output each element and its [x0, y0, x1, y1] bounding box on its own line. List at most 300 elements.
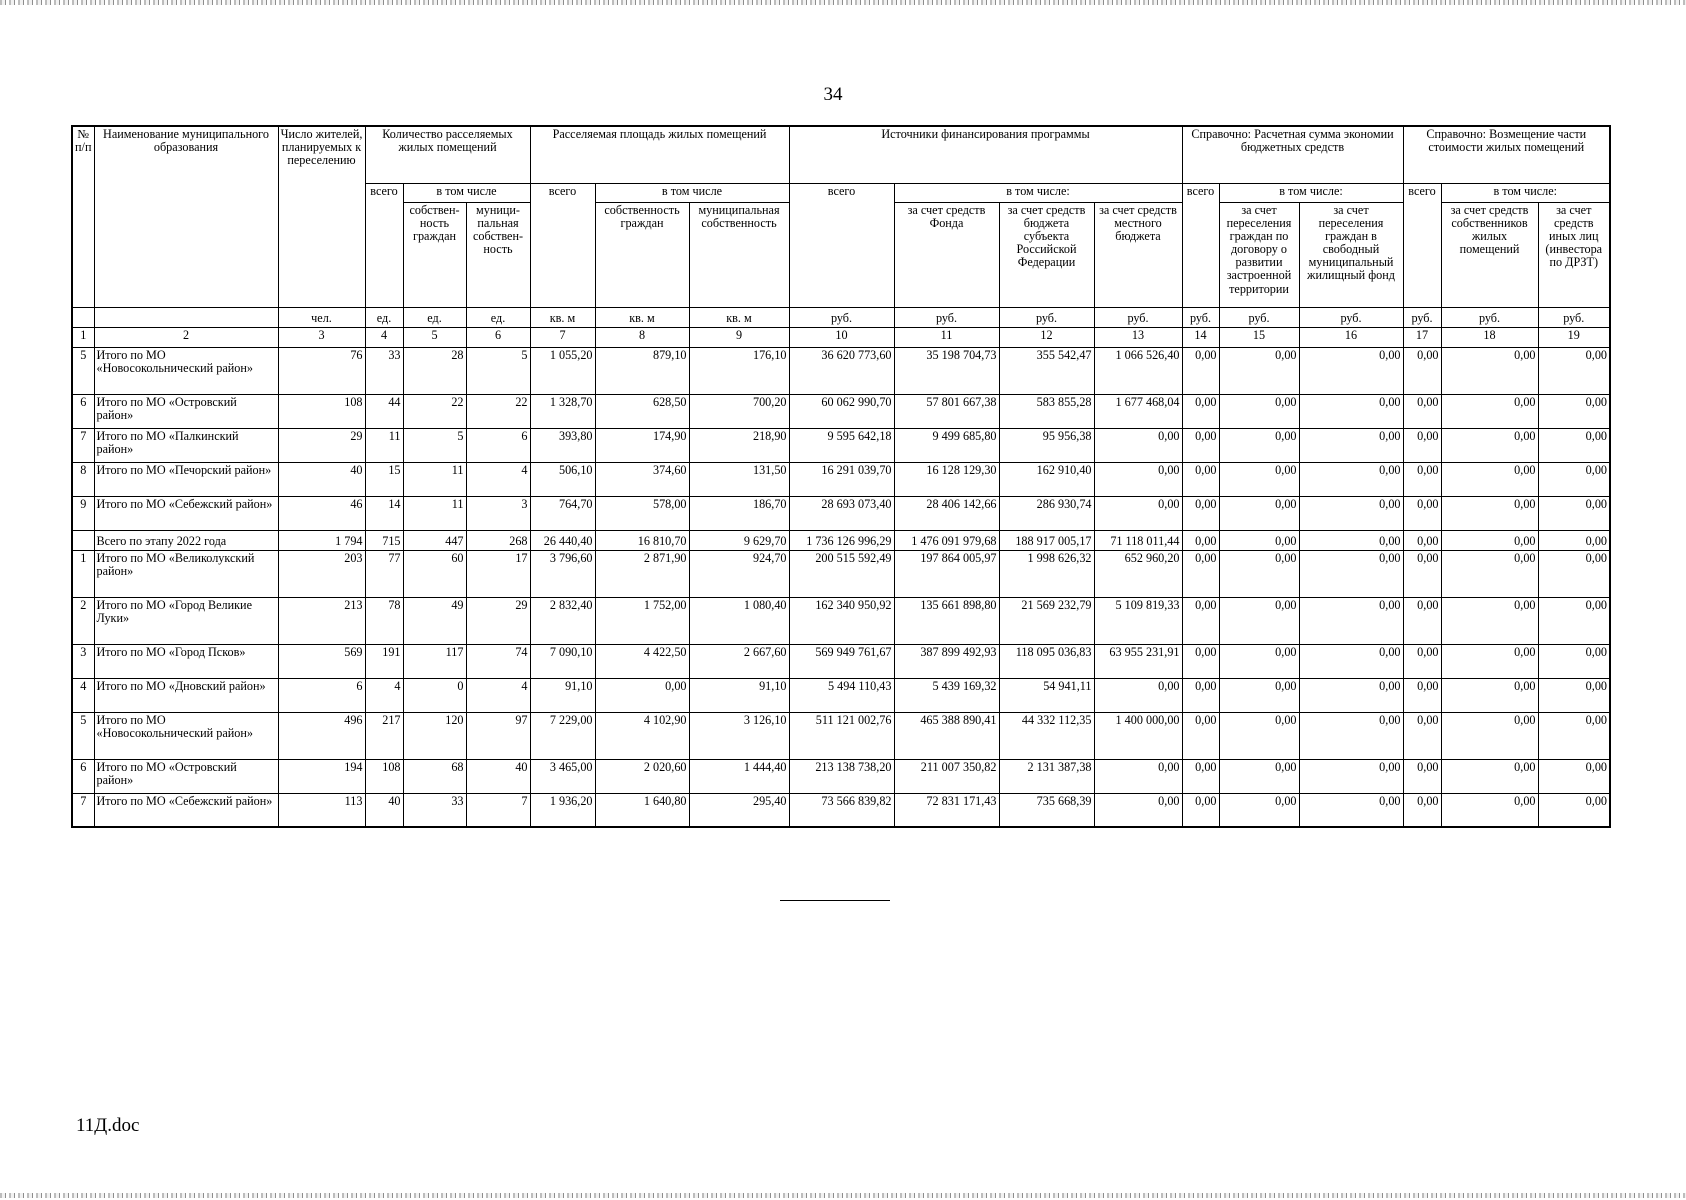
value-cell: 72 831 171,43 [894, 793, 999, 827]
table-row [72, 428, 1610, 462]
column-number-cell: 4 [365, 327, 403, 347]
municipality-name: Итого по МО «Себежский район» [94, 793, 278, 827]
value-cell: 77 [365, 550, 403, 597]
row-number: 2 [72, 597, 94, 644]
header-area-incl: в том числе [595, 183, 789, 202]
municipality-name: Итого по МО «Великолукский район» [94, 550, 278, 597]
value-cell: 120 [403, 712, 466, 759]
row-number: 1 [72, 550, 94, 597]
value-cell: 0,00 [1182, 712, 1219, 759]
value-cell: 91,10 [530, 678, 595, 712]
value-cell: 28 693 073,40 [789, 496, 894, 530]
value-cell: 191 [365, 644, 403, 678]
municipality-name: Итого по МО «Печорский район» [94, 462, 278, 496]
value-cell: 4 [466, 462, 530, 496]
value-cell: 0,00 [1182, 793, 1219, 827]
column-number-cell: 15 [1219, 327, 1299, 347]
value-cell: 14 [365, 496, 403, 530]
value-cell: 0,00 [1538, 496, 1610, 530]
unit-cell: руб. [894, 307, 999, 327]
table-row [72, 712, 1610, 759]
column-number-cell: 18 [1441, 327, 1538, 347]
header-fin-region: за счет средств бюджета субъекта Российской Федерации [999, 202, 1094, 307]
row-number: 4 [72, 678, 94, 712]
column-number-cell: 3 [278, 327, 365, 347]
value-cell: 213 [278, 597, 365, 644]
value-cell: 0,00 [1219, 550, 1299, 597]
municipality-name: Итого по МО «Новосокольнический район» [94, 712, 278, 759]
column-numbers-row [72, 327, 1610, 347]
value-cell: 1 752,00 [595, 597, 689, 644]
value-cell: 28 [403, 347, 466, 394]
value-cell: 2 871,90 [595, 550, 689, 597]
value-cell: 0,00 [1219, 793, 1299, 827]
header-area-total: всего [530, 183, 595, 307]
value-cell: 0,00 [1219, 678, 1299, 712]
value-cell: 0,00 [1094, 496, 1182, 530]
column-number-cell: 9 [689, 327, 789, 347]
value-cell: 0,00 [1441, 530, 1538, 550]
value-cell: 0,00 [1299, 793, 1403, 827]
header-area-private: собственность граждан [595, 202, 689, 307]
value-cell: 268 [466, 530, 530, 550]
value-cell: 5 439 169,32 [894, 678, 999, 712]
row-number: 9 [72, 496, 94, 530]
value-cell: 33 [403, 793, 466, 827]
value-cell: 0,00 [1182, 462, 1219, 496]
value-cell: 16 291 039,70 [789, 462, 894, 496]
value-cell: 0,00 [1094, 678, 1182, 712]
value-cell: 16 128 129,30 [894, 462, 999, 496]
row-number: 7 [72, 428, 94, 462]
value-cell: 29 [278, 428, 365, 462]
value-cell: 197 864 005,97 [894, 550, 999, 597]
municipality-name: Итого по МО «Себежский район» [94, 496, 278, 530]
value-cell: 0,00 [1182, 428, 1219, 462]
unit-cell: руб. [1538, 307, 1610, 327]
unit-cell: руб. [999, 307, 1094, 327]
value-cell: 1 640,80 [595, 793, 689, 827]
header-rooms-incl: в том числе [403, 183, 530, 202]
column-number-cell: 7 [530, 327, 595, 347]
value-cell: 0,00 [1538, 759, 1610, 793]
municipality-name: Итого по МО «Островский район» [94, 394, 278, 428]
column-number-cell: 14 [1182, 327, 1219, 347]
value-cell: 57 801 667,38 [894, 394, 999, 428]
row-number: 6 [72, 394, 94, 428]
value-cell: 652 960,20 [1094, 550, 1182, 597]
unit-cell [94, 307, 278, 327]
value-cell: 1 677 468,04 [1094, 394, 1182, 428]
header-fin-fund: за счет средств Фонда [894, 202, 999, 307]
resettlement-table [71, 125, 1611, 828]
value-cell: 0,00 [1219, 530, 1299, 550]
value-cell: 0,00 [1219, 462, 1299, 496]
column-number-cell: 11 [894, 327, 999, 347]
header-rooms-private: собствен-ность граждан [403, 202, 466, 307]
header-area-group: Расселяемая площадь жилых помещений [530, 126, 789, 183]
scan-edge-top [0, 0, 1686, 5]
value-cell: 0,00 [1182, 530, 1219, 550]
unit-cell: руб. [1182, 307, 1219, 327]
value-cell: 496 [278, 712, 365, 759]
value-cell: 218,90 [689, 428, 789, 462]
value-cell: 40 [278, 462, 365, 496]
page-number: 34 [823, 84, 843, 105]
column-number-cell: 17 [1403, 327, 1441, 347]
value-cell: 108 [278, 394, 365, 428]
unit-cell: руб. [1403, 307, 1441, 327]
header-area-municipal: муниципальная собственность [689, 202, 789, 307]
value-cell: 29 [466, 597, 530, 644]
table-row [72, 550, 1610, 597]
subtotal-row [72, 530, 1610, 550]
value-cell: 0,00 [1403, 793, 1441, 827]
value-cell: 1 328,70 [530, 394, 595, 428]
value-cell: 295,40 [689, 793, 789, 827]
value-cell: 511 121 002,76 [789, 712, 894, 759]
value-cell: 0,00 [1538, 550, 1610, 597]
value-cell: 2 131 387,38 [999, 759, 1094, 793]
header-comp-owners: за счет средств собственников жилых помещений [1441, 202, 1538, 307]
value-cell: 2 020,60 [595, 759, 689, 793]
value-cell: 0,00 [1441, 793, 1538, 827]
value-cell: 203 [278, 550, 365, 597]
value-cell: 4 [466, 678, 530, 712]
value-cell: 78 [365, 597, 403, 644]
value-cell: 0,00 [1441, 462, 1538, 496]
unit-cell: кв. м [689, 307, 789, 327]
value-cell: 60 062 990,70 [789, 394, 894, 428]
header-fin-total: всего [789, 183, 894, 307]
value-cell: 68 [403, 759, 466, 793]
value-cell: 0,00 [1403, 759, 1441, 793]
unit-cell: руб. [1441, 307, 1538, 327]
value-cell: 1 444,40 [689, 759, 789, 793]
value-cell: 355 542,47 [999, 347, 1094, 394]
header-rooms-total: всего [365, 183, 403, 307]
value-cell: 5 [403, 428, 466, 462]
value-cell: 0,00 [1441, 347, 1538, 394]
file-label: 11Д.doc [76, 1115, 140, 1136]
table-row [72, 678, 1610, 712]
value-cell: 0,00 [1219, 428, 1299, 462]
value-cell: 0,00 [1299, 347, 1403, 394]
value-cell: 4 [365, 678, 403, 712]
value-cell: 447 [403, 530, 466, 550]
table-row [72, 759, 1610, 793]
column-number-cell: 1 [72, 327, 94, 347]
value-cell: 186,70 [689, 496, 789, 530]
value-cell: 0,00 [1403, 530, 1441, 550]
value-cell: 3 [466, 496, 530, 530]
value-cell: 7 [466, 793, 530, 827]
unit-cell: руб. [1299, 307, 1403, 327]
column-number-cell: 5 [403, 327, 466, 347]
header-sav-total: всего [1182, 183, 1219, 307]
value-cell: 46 [278, 496, 365, 530]
value-cell: 924,70 [689, 550, 789, 597]
value-cell: 7 090,10 [530, 644, 595, 678]
value-cell: 0,00 [1182, 394, 1219, 428]
value-cell: 188 917 005,17 [999, 530, 1094, 550]
value-cell: 5 109 819,33 [1094, 597, 1182, 644]
value-cell: 194 [278, 759, 365, 793]
value-cell: 1 794 [278, 530, 365, 550]
column-number-cell: 8 [595, 327, 689, 347]
column-number-cell: 19 [1538, 327, 1610, 347]
value-cell: 0,00 [1219, 759, 1299, 793]
table-row [72, 597, 1610, 644]
row-number: 5 [72, 712, 94, 759]
value-cell: 73 566 839,82 [789, 793, 894, 827]
header-no: № п/п [72, 126, 94, 307]
value-cell: 0 [403, 678, 466, 712]
value-cell: 0,00 [1441, 678, 1538, 712]
value-cell: 0,00 [1182, 347, 1219, 394]
value-cell: 3 465,00 [530, 759, 595, 793]
table-row [72, 462, 1610, 496]
row-number: 5 [72, 347, 94, 394]
value-cell: 0,00 [1299, 678, 1403, 712]
value-cell: 0,00 [1441, 550, 1538, 597]
value-cell: 33 [365, 347, 403, 394]
value-cell: 628,50 [595, 394, 689, 428]
value-cell: 0,00 [1441, 712, 1538, 759]
value-cell: 95 956,38 [999, 428, 1094, 462]
row-number: 3 [72, 644, 94, 678]
separator-line [780, 900, 890, 901]
value-cell: 162 340 950,92 [789, 597, 894, 644]
value-cell: 91,10 [689, 678, 789, 712]
value-cell: 2 832,40 [530, 597, 595, 644]
value-cell: 1 936,20 [530, 793, 595, 827]
value-cell: 0,00 [1538, 597, 1610, 644]
value-cell: 0,00 [1219, 712, 1299, 759]
value-cell: 5 494 110,43 [789, 678, 894, 712]
value-cell: 0,00 [1182, 678, 1219, 712]
value-cell: 0,00 [1538, 712, 1610, 759]
value-cell: 0,00 [1403, 712, 1441, 759]
header-comp-others: за счет средств иных лиц (инвестора по ДРЗТ) [1538, 202, 1610, 307]
unit-cell: руб. [1094, 307, 1182, 327]
value-cell: 35 198 704,73 [894, 347, 999, 394]
value-cell: 569 [278, 644, 365, 678]
row-number: 7 [72, 793, 94, 827]
value-cell: 131,50 [689, 462, 789, 496]
value-cell: 0,00 [1182, 759, 1219, 793]
value-cell: 0,00 [595, 678, 689, 712]
value-cell: 879,10 [595, 347, 689, 394]
value-cell: 74 [466, 644, 530, 678]
value-cell: 60 [403, 550, 466, 597]
column-number-cell: 6 [466, 327, 530, 347]
value-cell: 1 736 126 996,29 [789, 530, 894, 550]
municipality-name: Итого по МО «Палкинский район» [94, 428, 278, 462]
value-cell: 6 [278, 678, 365, 712]
header-fin-incl: в том числе: [894, 183, 1182, 202]
table-container [71, 125, 1611, 828]
value-cell: 0,00 [1299, 462, 1403, 496]
value-cell: 0,00 [1441, 496, 1538, 530]
value-cell: 11 [403, 496, 466, 530]
value-cell: 0,00 [1538, 678, 1610, 712]
value-cell: 4 102,90 [595, 712, 689, 759]
column-number-cell: 2 [94, 327, 278, 347]
value-cell: 28 406 142,66 [894, 496, 999, 530]
header-savings-group: Справочно: Расчетная сумма экономии бюджетных средств [1182, 126, 1403, 183]
value-cell: 578,00 [595, 496, 689, 530]
value-cell: 700,20 [689, 394, 789, 428]
value-cell: 2 667,60 [689, 644, 789, 678]
header-sav-free-fund: за счет переселения граждан в свободный муниципальный жилищный фонд [1299, 202, 1403, 307]
value-cell: 0,00 [1403, 597, 1441, 644]
unit-cell: кв. м [530, 307, 595, 327]
value-cell: 0,00 [1299, 712, 1403, 759]
header-sav-incl: в том числе: [1219, 183, 1403, 202]
header-comp-incl: в том числе: [1441, 183, 1610, 202]
value-cell: 0,00 [1403, 462, 1441, 496]
value-cell: 374,60 [595, 462, 689, 496]
unit-cell: руб. [789, 307, 894, 327]
value-cell: 1 066 526,40 [1094, 347, 1182, 394]
value-cell: 0,00 [1403, 550, 1441, 597]
value-cell: 3 126,10 [689, 712, 789, 759]
value-cell: 0,00 [1441, 428, 1538, 462]
table-row [72, 644, 1610, 678]
value-cell: 21 569 232,79 [999, 597, 1094, 644]
value-cell: 0,00 [1538, 793, 1610, 827]
column-number-cell: 16 [1299, 327, 1403, 347]
value-cell: 76 [278, 347, 365, 394]
value-cell: 22 [403, 394, 466, 428]
row-number: 6 [72, 759, 94, 793]
column-number-cell: 12 [999, 327, 1094, 347]
unit-cell: кв. м [595, 307, 689, 327]
header-name: Наименование муниципального образования [94, 126, 278, 307]
value-cell: 1 998 626,32 [999, 550, 1094, 597]
value-cell: 6 [466, 428, 530, 462]
value-cell: 0,00 [1182, 550, 1219, 597]
value-cell: 162 910,40 [999, 462, 1094, 496]
value-cell: 0,00 [1182, 597, 1219, 644]
value-cell: 0,00 [1094, 759, 1182, 793]
value-cell: 17 [466, 550, 530, 597]
value-cell: 0,00 [1538, 462, 1610, 496]
value-cell: 174,90 [595, 428, 689, 462]
value-cell: 0,00 [1403, 428, 1441, 462]
units-row [72, 307, 1610, 327]
value-cell: 71 118 011,44 [1094, 530, 1182, 550]
value-cell: 0,00 [1538, 644, 1610, 678]
value-cell: 1 400 000,00 [1094, 712, 1182, 759]
value-cell: 63 955 231,91 [1094, 644, 1182, 678]
value-cell: 393,80 [530, 428, 595, 462]
municipality-name: Итого по МО «Дновский район» [94, 678, 278, 712]
value-cell: 0,00 [1538, 530, 1610, 550]
municipality-name: Итого по МО «Новосокольнический район» [94, 347, 278, 394]
unit-cell [72, 307, 94, 327]
value-cell: 0,00 [1219, 496, 1299, 530]
header-sav-contract: за счет переселения граждан по договору о развитии застроенной территории [1219, 202, 1299, 307]
value-cell: 0,00 [1219, 644, 1299, 678]
value-cell: 0,00 [1094, 793, 1182, 827]
value-cell: 118 095 036,83 [999, 644, 1094, 678]
value-cell: 49 [403, 597, 466, 644]
value-cell: 5 [466, 347, 530, 394]
value-cell: 0,00 [1403, 496, 1441, 530]
value-cell: 0,00 [1299, 496, 1403, 530]
unit-cell: руб. [1219, 307, 1299, 327]
value-cell: 0,00 [1299, 550, 1403, 597]
value-cell: 0,00 [1441, 759, 1538, 793]
value-cell: 0,00 [1299, 597, 1403, 644]
value-cell: 735 668,39 [999, 793, 1094, 827]
value-cell: 11 [365, 428, 403, 462]
municipality-name: Итого по МО «Город Псков» [94, 644, 278, 678]
value-cell: 44 [365, 394, 403, 428]
table-row [72, 394, 1610, 428]
value-cell: 764,70 [530, 496, 595, 530]
table-row [72, 347, 1610, 394]
value-cell: 1 476 091 979,68 [894, 530, 999, 550]
value-cell: 9 499 685,80 [894, 428, 999, 462]
value-cell: 211 007 350,82 [894, 759, 999, 793]
table-row [72, 793, 1610, 827]
value-cell: 7 229,00 [530, 712, 595, 759]
value-cell: 117 [403, 644, 466, 678]
value-cell: 286 930,74 [999, 496, 1094, 530]
header-fin-local: за счет средств местного бюджета [1094, 202, 1182, 307]
value-cell: 465 388 890,41 [894, 712, 999, 759]
value-cell: 26 440,40 [530, 530, 595, 550]
value-cell: 11 [403, 462, 466, 496]
value-cell: 3 796,60 [530, 550, 595, 597]
value-cell: 22 [466, 394, 530, 428]
value-cell: 0,00 [1219, 597, 1299, 644]
unit-cell: чел. [278, 307, 365, 327]
value-cell: 0,00 [1299, 759, 1403, 793]
value-cell: 1 080,40 [689, 597, 789, 644]
value-cell: 0,00 [1094, 462, 1182, 496]
scan-edge-bottom [0, 1193, 1686, 1198]
municipality-name: Итого по МО «Островский район» [94, 759, 278, 793]
value-cell: 0,00 [1299, 644, 1403, 678]
column-number-cell: 10 [789, 327, 894, 347]
value-cell: 0,00 [1299, 530, 1403, 550]
column-number-cell: 13 [1094, 327, 1182, 347]
value-cell: 0,00 [1441, 597, 1538, 644]
value-cell: 200 515 592,49 [789, 550, 894, 597]
value-cell: 44 332 112,35 [999, 712, 1094, 759]
value-cell: 0,00 [1219, 394, 1299, 428]
value-cell: 0,00 [1182, 496, 1219, 530]
value-cell: 113 [278, 793, 365, 827]
value-cell: 135 661 898,80 [894, 597, 999, 644]
value-cell: 213 138 738,20 [789, 759, 894, 793]
header-rooms-municipal: муници-пальная собствен-ность [466, 202, 530, 307]
header-rooms-group: Количество расселяемых жилых помещений [365, 126, 530, 183]
value-cell: 40 [466, 759, 530, 793]
value-cell: 0,00 [1182, 644, 1219, 678]
value-cell: 583 855,28 [999, 394, 1094, 428]
value-cell: 4 422,50 [595, 644, 689, 678]
value-cell: 0,00 [1403, 394, 1441, 428]
value-cell: 0,00 [1403, 644, 1441, 678]
value-cell: 9 595 642,18 [789, 428, 894, 462]
value-cell: 176,10 [689, 347, 789, 394]
value-cell: 0,00 [1441, 394, 1538, 428]
